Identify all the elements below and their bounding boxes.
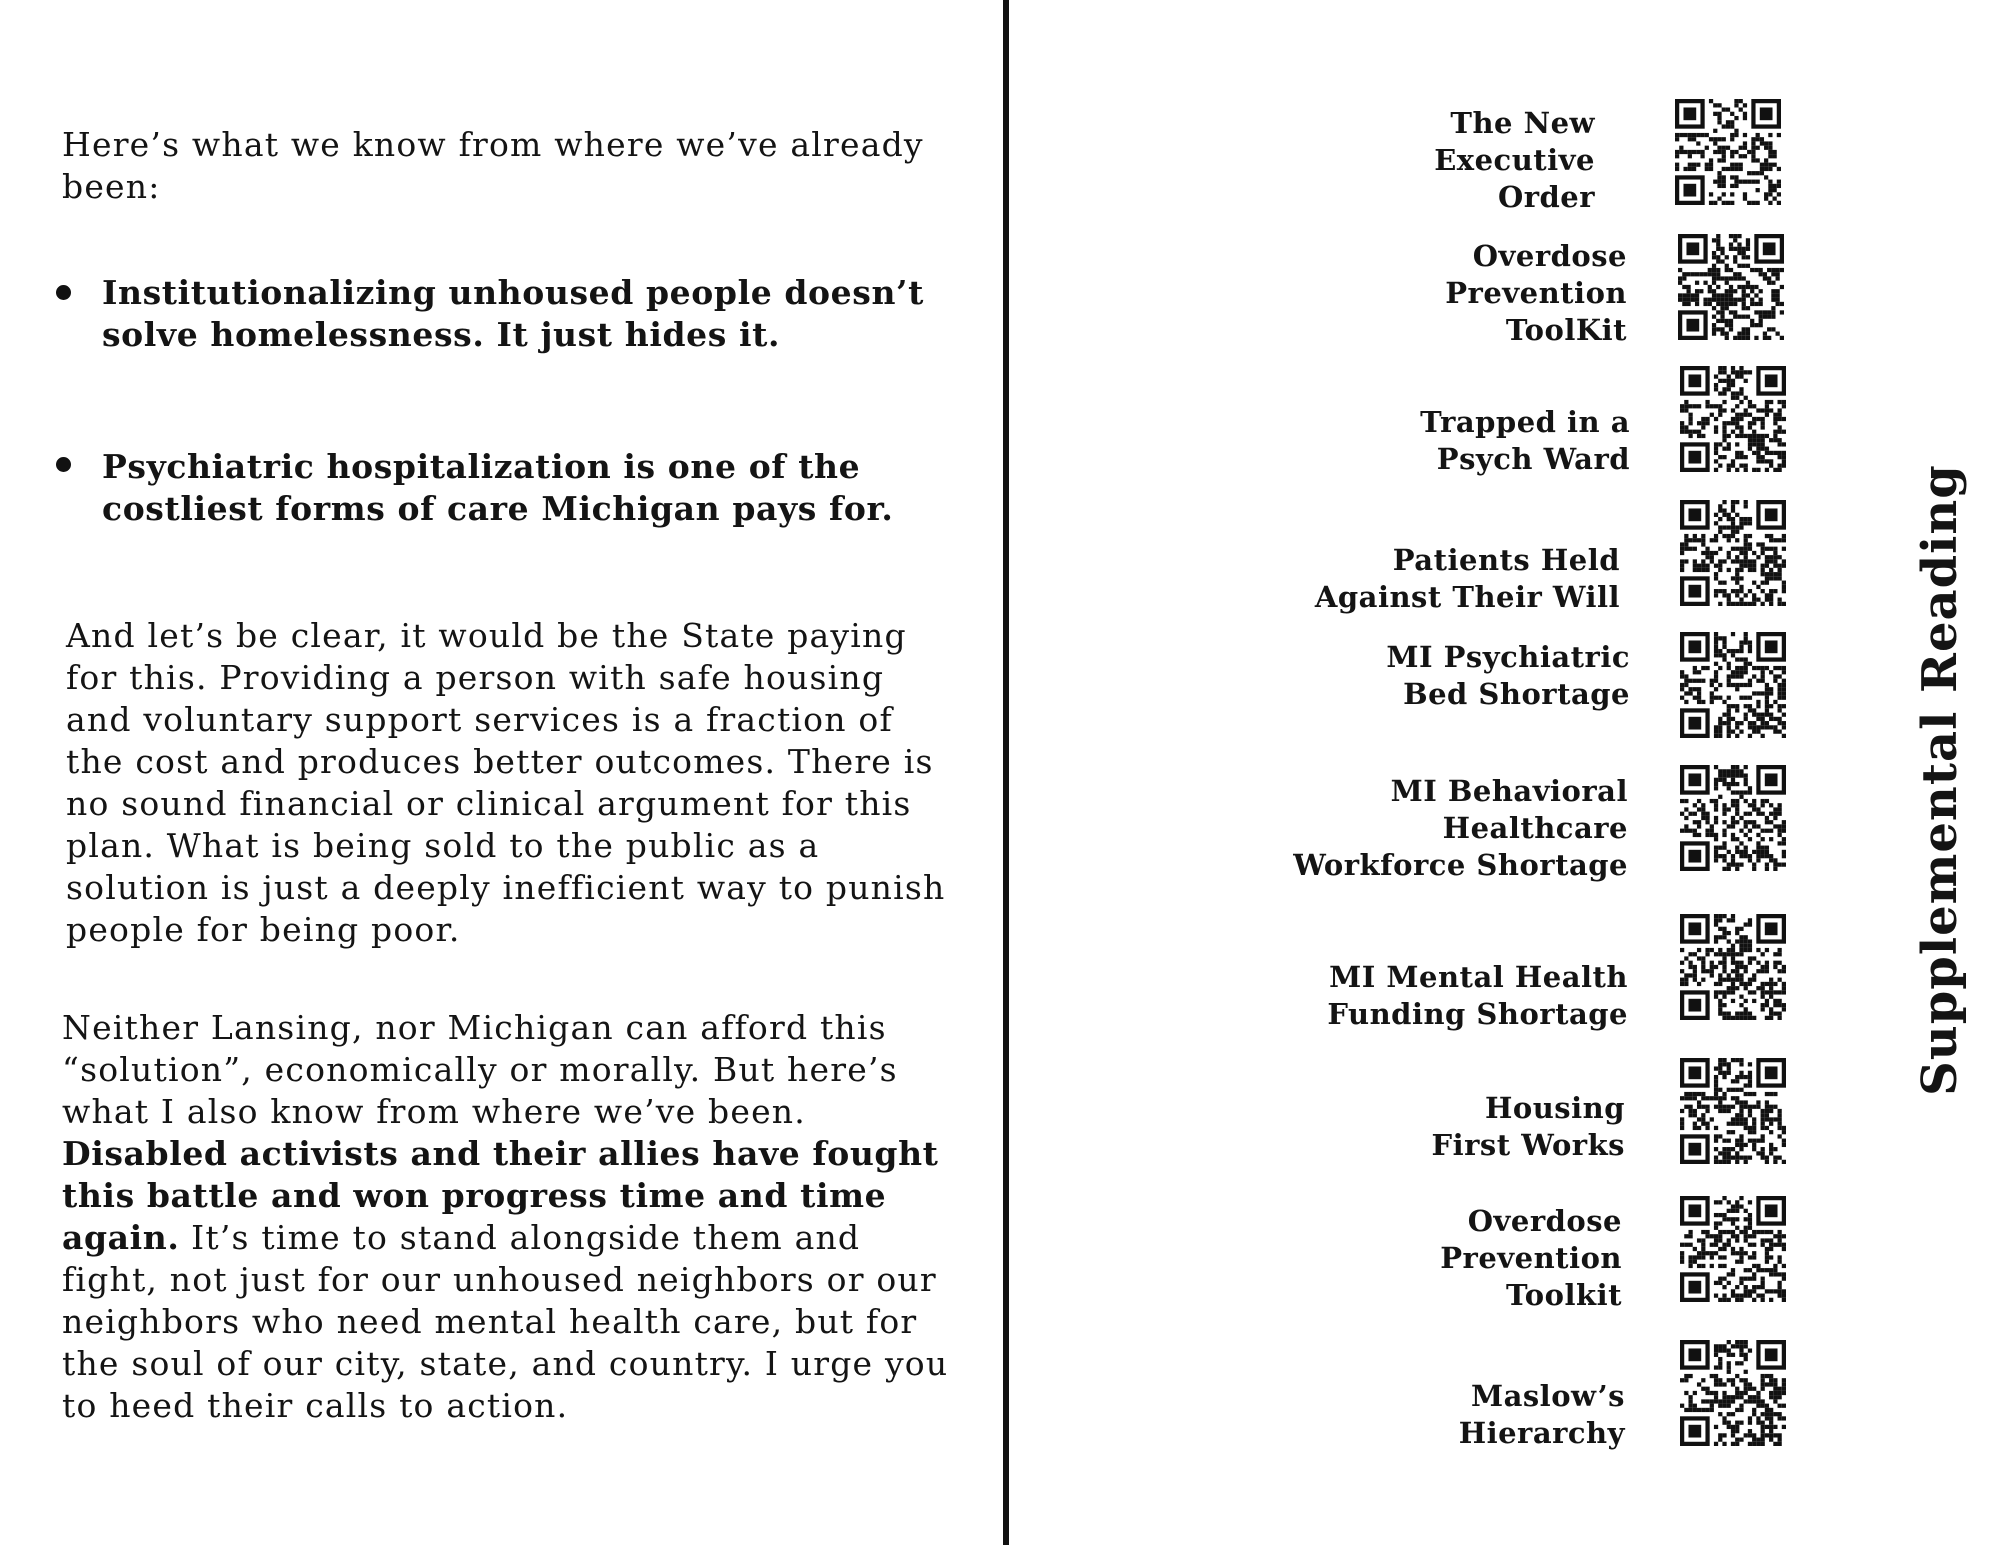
qr-code-icon[interactable]: [1680, 1058, 1786, 1164]
side-title-text: Supplemental Reading: [1912, 464, 1968, 1096]
resource-label: Trapped in a Psych Ward: [1420, 405, 1630, 476]
qr-code-icon[interactable]: [1680, 1340, 1786, 1446]
qr-code-icon[interactable]: [1678, 234, 1784, 340]
resource-label: MI Behavioral Healthcare Workforce Shortage: [1293, 774, 1628, 882]
closing-bold-text: Disabled activists and their allies have fought this battle and won progress time and time again.: [62, 1134, 939, 1257]
closing-paragraph: [62, 1007, 952, 1427]
resource-label: Overdose Prevention ToolKit: [1445, 239, 1627, 347]
intro-paragraph: Here’s what we know from where we’ve already been:: [62, 125, 924, 206]
qr-code-icon[interactable]: [1680, 366, 1786, 472]
bullet-icon: [56, 457, 71, 472]
qr-code-icon[interactable]: [1680, 765, 1786, 871]
bullet-point: Psychiatric hospitalization is one of the costliest forms of care Michigan pays for.: [102, 447, 894, 528]
qr-code-icon[interactable]: [1680, 500, 1786, 606]
resource-label: Overdose Prevention Toolkit: [1440, 1204, 1622, 1312]
qr-code-icon[interactable]: [1680, 1196, 1786, 1302]
supplemental-reading-title: [1910, 440, 1970, 1120]
closing-tail-text: It’s time to stand alongside them and fight, not just for our unhoused neighbors or our neighbors who need mental health care, but for the soul of our city, state, and country. I urge you to heed their calls to action.: [62, 1218, 949, 1425]
resource-label: MI Psychiatric Bed Shortage: [1386, 640, 1630, 711]
resource-label: Patients Held Against Their Will: [1314, 543, 1620, 614]
right-page: [1010, 0, 2000, 1545]
qr-code-icon[interactable]: [1680, 914, 1786, 1020]
resource-label: The New Executive Order: [1434, 106, 1595, 214]
bullet-point: Institutionalizing unhoused people doesn’t solve homelessness. It just hides it.: [102, 273, 924, 354]
resource-label: Maslow’s Hierarchy: [1458, 1379, 1625, 1450]
qr-code-icon[interactable]: [1675, 99, 1781, 205]
page-divider: [1003, 0, 1009, 1545]
bullet-icon: [56, 285, 71, 300]
qr-code-icon[interactable]: [1680, 632, 1786, 738]
resource-label: Housing First Works: [1431, 1091, 1625, 1162]
resource-label: MI Mental Health Funding Shortage: [1327, 960, 1628, 1031]
closing-lead-text: Neither Lansing, nor Michigan can afford this “solution”, economically or morally. But here’s what I also know from where we’ve been.: [62, 1008, 898, 1131]
cost-paragraph: And let’s be clear, it would be the State paying for this. Providing a person with safe housing and voluntary support services is a fraction of the cost and produces better outcomes. There is no sound financial or clinical argument for this plan. What is being sold to the public as a solution is just a deeply inefficient way to punish people for being poor.: [66, 616, 946, 949]
